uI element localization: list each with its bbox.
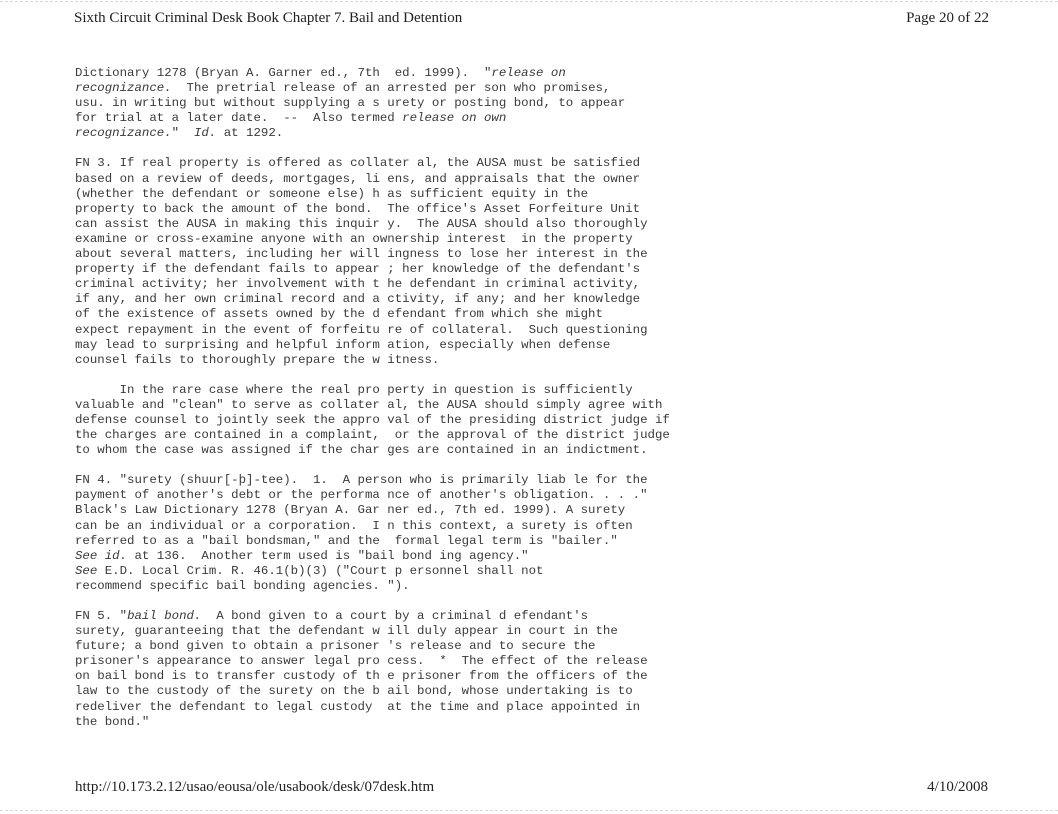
paragraph: [75, 473, 1035, 594]
paragraph: [75, 383, 1035, 458]
text-line: [75, 669, 1035, 684]
text-run: In the rare case where the real pro perty in question is sufficiently: [75, 382, 633, 397]
text-run: Black's Law Dictionary 1278 (Bryan A. Gar ner ed., 7th ed. 1999). A surety: [75, 503, 626, 518]
text-line: [75, 383, 1035, 398]
text-line: [75, 353, 1035, 368]
text-run: (whether the defendant or someone else) h as sufficient equity in the: [75, 186, 589, 201]
text-run: expect repayment in the event of forfeitu re of collateral. Such questioning: [75, 322, 648, 337]
text-run: FN 5. ": [75, 609, 128, 623]
text-run: on bail bond is to transfer custody of th e prisoner from the officers of the: [75, 669, 648, 684]
text-line: [75, 232, 1035, 247]
text-line: [75, 126, 1035, 141]
text-line: [75, 564, 1035, 579]
text-line: [75, 217, 1035, 232]
text-line: [75, 488, 1035, 503]
text-line: [75, 684, 1035, 699]
text-line: [75, 428, 1035, 443]
text-line: [75, 111, 1035, 126]
text-line: [75, 187, 1035, 202]
italic-run: release on: [491, 66, 566, 80]
text-line: [75, 654, 1035, 669]
text-line: [75, 579, 1035, 594]
text-run: at 1292.: [216, 126, 284, 141]
text-line: [75, 503, 1035, 518]
text-run: defense counsel to jointly seek the appro val of the presiding district judge if: [75, 412, 670, 427]
bottom-scan-rule: [0, 810, 1058, 811]
text-line: [75, 398, 1035, 413]
text-run: criminal activity; her involvement with t he defendant in criminal activity,: [75, 277, 641, 292]
text-run: usu. in writing but without supplying a s urety or posting bond, to appear: [75, 96, 626, 111]
paragraph: [75, 156, 1035, 367]
text-run: recommend specific bail bonding agencies. ").: [75, 578, 410, 593]
text-line: [75, 443, 1035, 458]
text-run: based on a review of deeds, mortgages, li ens, and appraisals that the owner: [75, 171, 641, 186]
source-url[interactable]: http://10.173.2.12/usao/eousa/ole/usabook/desk/07desk.htm: [75, 779, 435, 795]
text-run: counsel fails to thoroughly prepare the w itness.: [75, 352, 440, 367]
text-line: [75, 172, 1035, 187]
italic-run: See: [75, 563, 98, 578]
italic-run: bail bond.: [127, 609, 202, 623]
text-run: to whom the case was assigned if the char ges are contained in an indictment.: [75, 443, 648, 458]
paragraph: [75, 609, 1035, 730]
text-line: [75, 715, 1035, 730]
text-line: [75, 277, 1035, 292]
text-line: [75, 156, 1035, 171]
text-line: [75, 549, 1035, 564]
text-run: the bond.": [75, 714, 150, 729]
text-run: payment of another's debt or the performa nce of another's obligation. . . .": [75, 488, 648, 503]
text-run: about several matters, including her will ingness to lose her interest in the: [75, 247, 648, 262]
text-line: [75, 639, 1035, 654]
document-title: Sixth Circuit Criminal Desk Book Chapter 7. Bail and Detention: [74, 10, 463, 26]
text-run: can assist the AUSA in making this inquir y. The AUSA should also thoroughly: [75, 216, 648, 231]
text-run: ": [171, 126, 194, 141]
document-body: [75, 66, 1035, 745]
italic-run: recognizance.: [75, 81, 172, 96]
text-run: may lead to surprising and helpful inform ation, especially when defense: [75, 337, 611, 352]
text-run: surety, guaranteeing that the defendant w ill duly appear in court in the: [75, 624, 618, 639]
text-line: [75, 609, 1035, 624]
text-run: E.D. Local Crim. R. 46.1(b)(3) ("Court p ersonnel shall not: [97, 563, 544, 578]
text-line: [75, 307, 1035, 322]
text-line: [75, 323, 1035, 338]
text-line: [75, 413, 1035, 428]
text-run: FN 4. "surety (shuur[-þ]-tee). 1. A person who is primarily liab le for the: [75, 473, 648, 488]
text-run: valuable and "clean" to serve as collater al, the AUSA should simply agree with: [75, 397, 663, 412]
page-number: Page 20 of 22: [906, 10, 989, 26]
text-line: [75, 202, 1035, 217]
text-line: [75, 700, 1035, 715]
text-run: A bond given to a court by a criminal d efendant's: [201, 609, 589, 623]
top-scan-rule: [0, 1, 1058, 2]
text-run: The pretrial release of an arrested per son who promises,: [171, 81, 611, 96]
italic-run: Id.: [193, 126, 217, 141]
text-run: redeliver the defendant to legal custody at the time and place appointed in: [75, 699, 641, 714]
text-line: [75, 338, 1035, 353]
text-run: for trial at a later date. -- Also termed: [75, 111, 403, 126]
text-run: if any, and her own criminal record and a ctivity, if any; and her knowledge: [75, 292, 641, 307]
text-run: property if the defendant fails to appear ; her knowledge of the defendant's: [75, 262, 641, 277]
print-date: 4/10/2008: [927, 779, 988, 795]
text-line: [75, 66, 1035, 81]
text-line: [75, 262, 1035, 277]
text-run: the charges are contained in a complaint, or the approval of the district judge: [75, 428, 670, 443]
text-run: property to back the amount of the bond. The office's Asset Forfeiture Unit: [75, 201, 641, 216]
text-line: [75, 624, 1035, 639]
text-run: law to the custody of the surety on the b ail bond, whose undertaking is to: [75, 684, 633, 699]
text-line: [75, 96, 1035, 111]
text-line: [75, 247, 1035, 262]
text-line: [75, 534, 1035, 549]
text-run: can be an individual or a corporation. I n this context, a surety is often: [75, 518, 633, 533]
paragraph: [75, 66, 1035, 141]
text-run: Dictionary 1278 (Bryan A. Garner ed., 7th ed. 1999). ": [75, 66, 492, 80]
text-run: FN 3. If real property is offered as collater al, the AUSA must be satisfied: [75, 156, 641, 171]
text-run: of the existence of assets owned by the d efendant from which she might: [75, 307, 603, 322]
text-run: examine or cross-examine anyone with an ownership interest in the property: [75, 231, 633, 246]
text-line: [75, 292, 1035, 307]
text-line: [75, 473, 1035, 488]
text-run: future; a bond given to obtain a prisoner 's release and to secure the: [75, 639, 596, 654]
italic-run: recognizance.: [75, 126, 172, 141]
italic-run: See id.: [75, 548, 128, 563]
text-line: [75, 519, 1035, 534]
text-line: [75, 81, 1035, 96]
text-run: prisoner's appearance to answer legal pro cess. * The effect of the release: [75, 654, 648, 669]
text-run: at 136. Another term used is "bail bond ing agency.": [127, 548, 529, 563]
italic-run: release on own: [402, 111, 507, 126]
text-run: referred to as a "bail bondsman," and the formal legal term is "bailer.": [75, 533, 618, 548]
